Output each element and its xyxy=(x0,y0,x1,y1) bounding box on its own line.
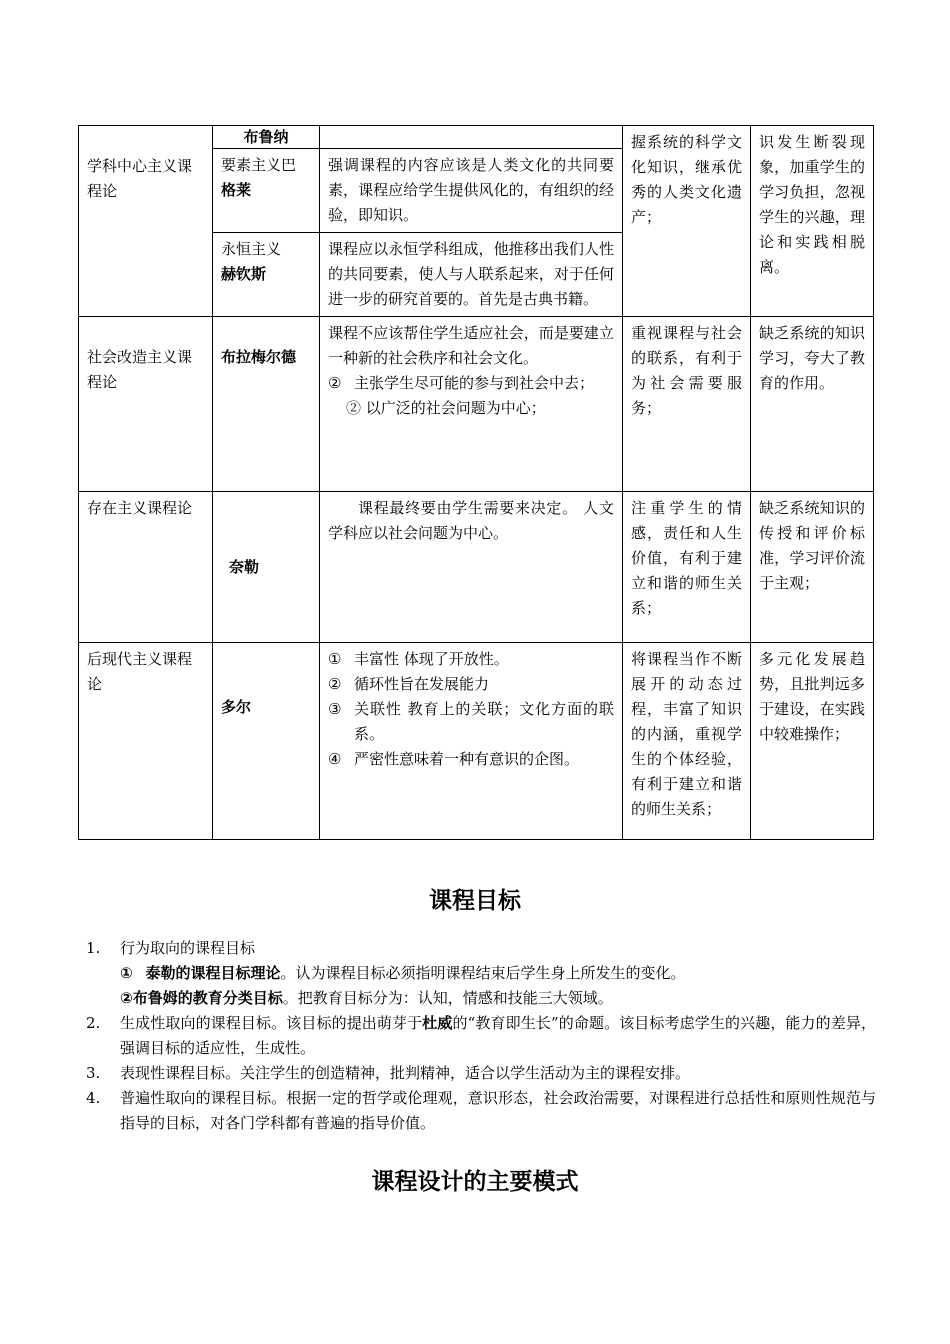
list-item: ③ 关联性 教育上的关联；文化方面的联系。 xyxy=(328,700,614,743)
flaw-cell: 缺乏系统知识的传授和评价标准，学习评价流于主观； xyxy=(751,492,874,643)
merit-cell: 握系统的科学文化知识，继承优秀的人类文化遗产； xyxy=(623,126,751,317)
content-cell xyxy=(320,126,623,149)
table-row xyxy=(79,317,874,492)
table-row xyxy=(79,492,874,643)
list-item: 2. 生成性取向的课程目标。该目标的提出萌芽于杜威的“教育即生长”的命题。该目标考虑学生的兴趣，能力的差异，强调目标的适应性，生成性。 xyxy=(86,1014,876,1057)
person-cell: 布拉梅尔德 xyxy=(213,317,320,492)
theory-cell: 存在主义课程论 xyxy=(79,492,213,643)
list-item: 4. 普遍性取向的课程目标。根据一定的哲学或伦理观，意识形态，社会政治需要，对课程进行总括性和原则性规范与指导的目标，对各门学科都有普遍的指导价值。 xyxy=(86,1089,876,1132)
objectives-list xyxy=(86,936,876,1136)
content-cell: 课程应以永恒学科组成，他推移出我们人性的共同要素，使人与人联系起来，对于任何进一步的研究首要的。首先是古典书籍。 xyxy=(320,233,623,317)
curriculum-theory-table xyxy=(78,125,874,840)
flaw-cell: 识发生断裂现象，加重学生的学习负担，忽视学生的兴趣，理论和实践相脱离。 xyxy=(751,126,874,317)
section-title-objectives: 课程目标 xyxy=(429,888,521,914)
school-person-cell: 要素主义巴 格莱 xyxy=(213,149,320,233)
list-item: ② 以广泛的社会问题为中心； xyxy=(346,399,546,417)
section-title-design-models: 课程设计的主要模式 xyxy=(371,1169,579,1195)
table-row xyxy=(79,643,874,840)
table-row xyxy=(79,126,874,149)
merit-cell: 注重学生的情感，责任和人生价值，有利于建立和谐的师生关系； xyxy=(623,492,751,643)
list-item: ④ 严密性意味着一种有意识的企图。 xyxy=(328,750,580,768)
list-item: ② 循环性旨在发展能力 xyxy=(328,675,490,693)
person-cell: 奈勒 xyxy=(213,492,320,643)
list-subitem: ②布鲁姆的教育分类目标。把教育目标分为：认知，情感和技能三大领域。 xyxy=(120,989,613,1007)
theory-cell: 后现代主义课程论 xyxy=(79,643,213,840)
merit-cell: 将课程当作不断展开的动态过程，丰富了知识的内涵，重视学生的个体经验，有利于建立和谐的师生关系； xyxy=(623,643,751,840)
theory-cell: 社会改造主义课程论 xyxy=(79,317,213,492)
flaw-cell: 缺乏系统的知识学习，夸大了教育的作用。 xyxy=(751,317,874,492)
list-item: ① 丰富性 体现了开放性。 xyxy=(328,650,509,668)
theory-cell: 学科中心主义课程论 xyxy=(79,126,213,317)
school-person-cell: 永恒主义 赫钦斯 xyxy=(213,233,320,317)
content-cell xyxy=(320,643,623,840)
content-cell: 强调课程的内容应该是人类文化的共同要素，课程应给学生提供风化的，有组织的经验，即知识。 xyxy=(320,149,623,233)
person-cell: 布鲁纳 xyxy=(213,126,320,149)
merit-cell: 重视课程与社会的联系，有利于为社会需要服务； xyxy=(623,317,751,492)
list-subitem: ① 泰勒的课程目标理论。认为课程目标必须指明课程结束后学生身上所发生的变化。 xyxy=(120,964,686,982)
list-item: 1. 行为取向的课程目标 xyxy=(86,939,256,957)
person-cell: 多尔 xyxy=(213,643,320,840)
content-cell: 课程最终要由学生需要来决定。 人文学科应以社会问题为中心。 xyxy=(320,492,623,643)
list-item: 3. 表现性课程目标。关注学生的创造精神，批判精神，适合以学生活动为主的课程安排。 xyxy=(86,1064,691,1082)
list-item: ② 主张学生尽可能的参与到社会中去； xyxy=(328,374,595,392)
flaw-cell: 多元化发展趋势，且批判远多于建设，在实践中较难操作； xyxy=(751,643,874,840)
content-cell: 课程不应该帮住学生适应社会，而是要建立一种新的社会秩序和社会文化。 ② 主张学生尽可能的参与到社会中去； ② 以广泛的社会问题为中心； xyxy=(320,317,623,492)
